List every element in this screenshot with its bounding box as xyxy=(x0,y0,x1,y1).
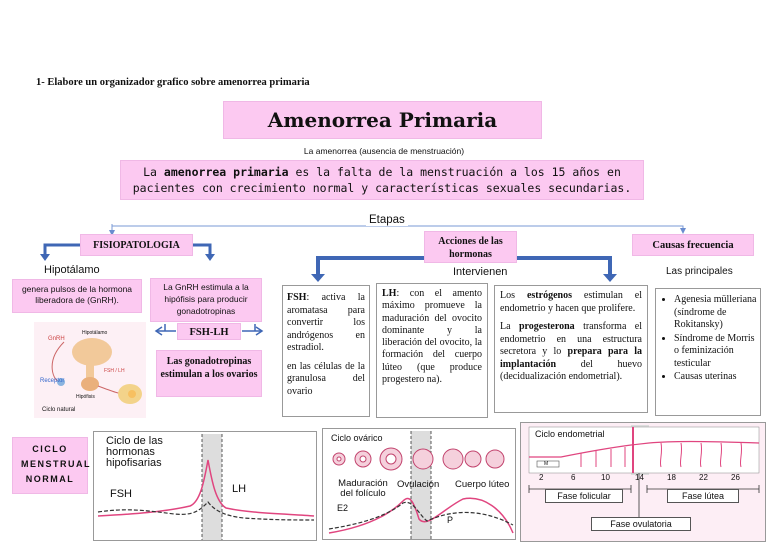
causa-item: • Agenesia mülleriana (síndrome de Rokitansky) xyxy=(674,294,757,332)
causa-item: • Síndrome de Morris o feminización testicular xyxy=(674,333,757,371)
blue-arrow-right xyxy=(510,258,610,276)
tick-label: 18 xyxy=(667,473,676,482)
maduracion-label: Maduración del folículo xyxy=(338,478,388,499)
lh-action-label: LH xyxy=(382,288,397,299)
causas-title: Causas frecuencia xyxy=(632,234,754,256)
tick-label: 2 xyxy=(539,473,544,482)
etapas-label: Etapas xyxy=(366,214,408,226)
fisio-arrowhead-left xyxy=(40,254,50,261)
tick-label: 6 xyxy=(571,473,576,482)
gnrh-hipofisis-box: La GnRH estimula a la hipófisis para producir gonadotropinas xyxy=(150,278,262,322)
lh-action-box xyxy=(376,283,488,418)
ciclo-natural-diagram xyxy=(34,322,146,418)
cuerpo-luteo-label: Cuerpo lúteo xyxy=(455,479,510,490)
ciclo-menstrual-label: CICLO MENSTRUAL NORMAL xyxy=(12,437,88,494)
fase-lutea: Fase lútea xyxy=(667,489,739,503)
question-text: 1- Elabore un organizador grafico sobre amenorrea primaria xyxy=(36,77,310,88)
tick-label: 10 xyxy=(601,473,610,482)
ovarico-title: Ciclo ovárico xyxy=(331,433,383,443)
hormonas-title: Ciclo de las hormonas hipofisarias xyxy=(106,435,163,469)
causa-item: • Causas uterinas xyxy=(674,371,757,384)
hormonas-panel xyxy=(93,431,317,541)
tick-label: 26 xyxy=(731,473,740,482)
subtitle: La amenorrea (ausencia de menstruación) xyxy=(303,146,465,156)
fisio-arrowhead-right xyxy=(205,254,215,261)
hipotalamo-diagram-label: Hipotálamo xyxy=(82,330,108,336)
fisio-arrow-left xyxy=(45,245,80,256)
lh-action-text: : con el amento máximo promueve la maduración del ovocito dominante y la liberación del ovocito, la formación del cuerpo lúteo (que produce progestero na). xyxy=(382,288,482,386)
fsh-action-label: FSH xyxy=(287,292,307,303)
definition-bold: amenorrea primaria xyxy=(163,165,289,179)
fsh-curve-label: FSH xyxy=(110,488,132,500)
lh-curve-label: LH xyxy=(232,483,247,495)
definition-part1: La xyxy=(143,165,164,179)
receptor-label: Receptor xyxy=(40,378,65,384)
p-label: P xyxy=(447,515,454,525)
ovarico-panel xyxy=(322,428,516,540)
gnrh-arrow xyxy=(52,342,64,382)
estrogenos-box xyxy=(494,285,648,413)
e2-label: E2 xyxy=(337,503,349,513)
principales-label: Las principales xyxy=(666,266,733,277)
causas-box xyxy=(655,288,761,416)
tick-label: 22 xyxy=(699,473,708,482)
progesterona-text: La progesterona transforma el endometrio en una estructura secretora y lo prepara para la implantación del huevo (decidualización endometrial). xyxy=(500,321,642,382)
fase-folicular: Fase folicular xyxy=(545,489,623,503)
m-label: M xyxy=(544,461,549,467)
page-title: Amenorrea Primaria xyxy=(223,101,542,139)
etapas-line xyxy=(112,226,683,231)
pituitary-shape xyxy=(81,377,99,391)
follicle-icons xyxy=(333,448,504,470)
causas-list xyxy=(658,294,757,384)
tick-label: 14 xyxy=(635,473,644,482)
hipotalamo-label: Hipotálamo xyxy=(44,264,100,276)
fsh-lh-box: FSH-LH xyxy=(177,323,241,340)
gonadotropinas-box: Las gonadotropinas estimulan a los ovarios xyxy=(156,350,262,397)
definition-part2: es la falta de la menstruación a los 15 años en pacientes con crecimiento normal y características sexuales secundarias. xyxy=(132,165,632,195)
estrogenos-text: Los estrógenos estimulan el endometrio y hacen que prolifere. xyxy=(500,290,642,314)
fsh-lh-diagram-label: FSH / LH xyxy=(104,368,125,374)
fsh-action-text: : activa la aromatasa para convertir los andrógenos en estradiol. xyxy=(287,292,365,353)
ciclo-natural-caption: Ciclo natural xyxy=(42,407,76,413)
ovulacion-label: Ovulación xyxy=(397,479,440,490)
acciones-title: Acciones de las hormonas xyxy=(424,231,517,263)
endometrial-title: Ciclo endometrial xyxy=(535,429,605,439)
hypothalamus-shape xyxy=(72,338,112,366)
fsh-action-box xyxy=(282,285,370,417)
gnrh-pulse-box: genera pulsos de la hormona liberadora de (GnRH). xyxy=(12,279,142,313)
blue-arrowhead-left xyxy=(311,274,325,282)
intervienen-label: Intervienen xyxy=(453,266,508,278)
gnrh-label: GnRH xyxy=(48,336,65,342)
hipofisis-label: Hipófisis xyxy=(76,394,95,400)
endometrial-panel xyxy=(520,422,766,542)
blue-arrow-left xyxy=(318,258,427,276)
fisiopatologia-title: FISIOPATOLOGIA xyxy=(80,234,193,256)
blue-arrowhead-right xyxy=(603,274,617,282)
fase-ovulatoria: Fase ovulatoria xyxy=(591,517,691,531)
fsh-action-text2: en las células de la granulosa del ovario xyxy=(287,360,365,397)
